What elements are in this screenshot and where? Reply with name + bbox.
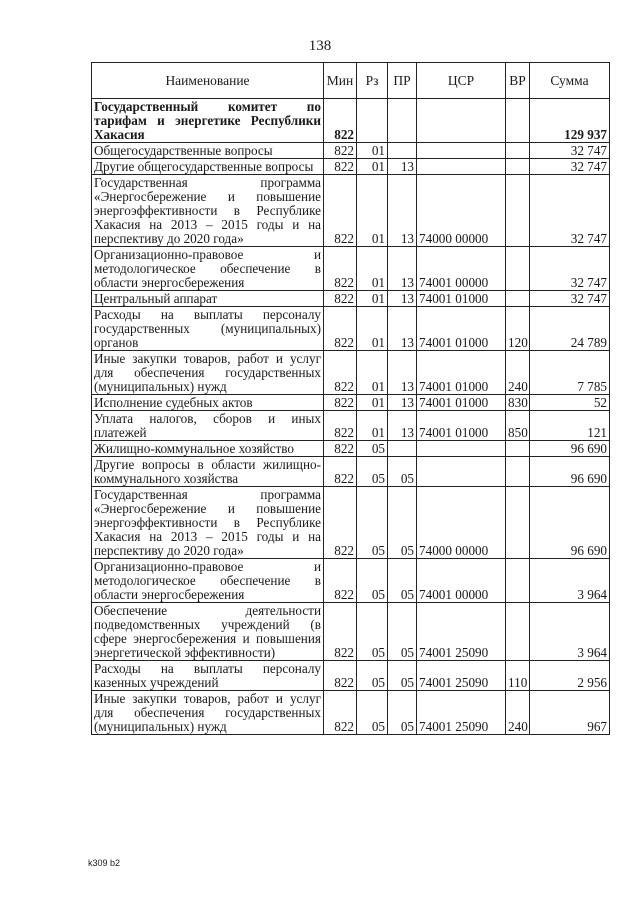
cell-csr xyxy=(417,143,506,159)
header-csr: ЦСР xyxy=(417,63,506,99)
cell-pr: 05 xyxy=(388,603,417,661)
cell-min: 822 xyxy=(324,247,357,291)
cell-csr: 74001 01000 xyxy=(417,351,506,395)
cell-rz: 01 xyxy=(357,395,388,411)
cell-min: 822 xyxy=(324,307,357,351)
cell-vr xyxy=(506,457,530,487)
cell-pr: 05 xyxy=(388,691,417,735)
header-rz: Рз xyxy=(357,63,388,99)
cell-pr: 13 xyxy=(388,175,417,247)
cell-name: Исполнение судебных актов xyxy=(92,395,324,411)
cell-rz: 05 xyxy=(357,559,388,603)
cell-name: Организационно-правовое и методологическое обеспечение в области энергосбережения xyxy=(92,559,324,603)
header-name: Наименование xyxy=(92,63,324,99)
cell-vr xyxy=(506,99,530,143)
cell-name: Жилищно-коммунальное хозяйство xyxy=(92,441,324,457)
cell-pr: 13 xyxy=(388,351,417,395)
cell-min: 822 xyxy=(324,395,357,411)
cell-sum: 3 964 xyxy=(530,603,610,661)
cell-vr xyxy=(506,159,530,175)
table-row xyxy=(92,661,610,691)
cell-sum: 96 690 xyxy=(530,457,610,487)
cell-min: 822 xyxy=(324,291,357,307)
cell-name: Иные закупки товаров, работ и услуг для обеспечения государственных (муниципальных) нужд xyxy=(92,691,324,735)
cell-min: 822 xyxy=(324,99,357,143)
cell-pr xyxy=(388,143,417,159)
cell-vr xyxy=(506,559,530,603)
cell-csr: 74000 00000 xyxy=(417,175,506,247)
table-row xyxy=(92,247,610,291)
table-row xyxy=(92,559,610,603)
cell-pr: 13 xyxy=(388,307,417,351)
cell-min: 822 xyxy=(324,487,357,559)
table-row xyxy=(92,143,610,159)
cell-name: Другие общегосударственные вопросы xyxy=(92,159,324,175)
cell-pr: 05 xyxy=(388,457,417,487)
cell-name: Расходы на выплаты персоналу государственных (муниципальных) органов xyxy=(92,307,324,351)
cell-csr: 74000 00000 xyxy=(417,487,506,559)
page-number: 138 xyxy=(308,38,332,54)
cell-rz: 05 xyxy=(357,661,388,691)
cell-sum: 32 747 xyxy=(530,143,610,159)
cell-sum: 967 xyxy=(530,691,610,735)
cell-vr: 240 xyxy=(506,351,530,395)
table-row xyxy=(92,175,610,247)
table-row xyxy=(92,307,610,351)
table-row xyxy=(92,99,610,143)
cell-min: 822 xyxy=(324,457,357,487)
cell-pr: 13 xyxy=(388,411,417,441)
cell-min: 822 xyxy=(324,159,357,175)
cell-sum: 129 937 xyxy=(530,99,610,143)
cell-sum: 32 747 xyxy=(530,247,610,291)
cell-sum: 32 747 xyxy=(530,291,610,307)
cell-rz: 05 xyxy=(357,603,388,661)
cell-csr: 74001 25090 xyxy=(417,603,506,661)
cell-sum: 121 xyxy=(530,411,610,441)
cell-min: 822 xyxy=(324,175,357,247)
cell-sum: 2 956 xyxy=(530,661,610,691)
cell-rz: 05 xyxy=(357,691,388,735)
cell-name: Иные закупки товаров, работ и услуг для обеспечения государственных (муниципальных) нужд xyxy=(92,351,324,395)
cell-min: 822 xyxy=(324,691,357,735)
table-row xyxy=(92,351,610,395)
table-row xyxy=(92,291,610,307)
table-row xyxy=(92,487,610,559)
cell-csr: 74001 01000 xyxy=(417,307,506,351)
table-row xyxy=(92,395,610,411)
cell-sum: 32 747 xyxy=(530,159,610,175)
cell-csr xyxy=(417,99,506,143)
cell-sum: 52 xyxy=(530,395,610,411)
cell-vr: 850 xyxy=(506,411,530,441)
cell-min: 822 xyxy=(324,441,357,457)
table-row xyxy=(92,411,610,441)
cell-csr xyxy=(417,457,506,487)
cell-name: Организационно-правовое и методологическое обеспечение в области энергосбережения xyxy=(92,247,324,291)
cell-pr: 05 xyxy=(388,661,417,691)
cell-vr: 110 xyxy=(506,661,530,691)
cell-sum: 96 690 xyxy=(530,487,610,559)
cell-rz: 01 xyxy=(357,291,388,307)
cell-sum: 96 690 xyxy=(530,441,610,457)
cell-csr xyxy=(417,159,506,175)
cell-vr: 830 xyxy=(506,395,530,411)
cell-csr: 74001 01000 xyxy=(417,291,506,307)
cell-sum: 7 785 xyxy=(530,351,610,395)
cell-csr: 74001 00000 xyxy=(417,559,506,603)
cell-min: 822 xyxy=(324,603,357,661)
header-pr: ПР xyxy=(388,63,417,99)
cell-vr xyxy=(506,603,530,661)
cell-name: Уплата налогов, сборов и иных платежей xyxy=(92,411,324,441)
cell-pr: 05 xyxy=(388,559,417,603)
cell-name: Расходы на выплаты персоналу казенных учреждений xyxy=(92,661,324,691)
cell-min: 822 xyxy=(324,351,357,395)
cell-pr: 05 xyxy=(388,487,417,559)
cell-min: 822 xyxy=(324,143,357,159)
cell-rz: 05 xyxy=(357,487,388,559)
cell-rz: 01 xyxy=(357,411,388,441)
table-row xyxy=(92,159,610,175)
cell-csr: 74001 00000 xyxy=(417,247,506,291)
cell-csr: 74001 25090 xyxy=(417,661,506,691)
table-header-row xyxy=(92,63,610,99)
cell-name: Общегосударственные вопросы xyxy=(92,143,324,159)
cell-vr xyxy=(506,291,530,307)
cell-rz: 01 xyxy=(357,175,388,247)
cell-vr: 120 xyxy=(506,307,530,351)
cell-vr xyxy=(506,143,530,159)
cell-csr xyxy=(417,441,506,457)
cell-min: 822 xyxy=(324,559,357,603)
cell-vr: 240 xyxy=(506,691,530,735)
cell-name: Государственная программа «Энергосбережение и повышение энергоэффективности в Республике Хакасия на 2013 – 2015 годы и на перспективу до 2020 года» xyxy=(92,175,324,247)
cell-csr: 74001 01000 xyxy=(417,411,506,441)
header-vr: ВР xyxy=(506,63,530,99)
cell-vr xyxy=(506,175,530,247)
cell-rz xyxy=(357,99,388,143)
header-min: Мин xyxy=(324,63,357,99)
cell-sum: 24 789 xyxy=(530,307,610,351)
cell-csr: 74001 01000 xyxy=(417,395,506,411)
cell-rz: 01 xyxy=(357,247,388,291)
header-sum: Сумма xyxy=(530,63,610,99)
table-row xyxy=(92,691,610,735)
cell-rz: 01 xyxy=(357,307,388,351)
cell-name: Обеспечение деятельности подведомственных учреждений (в сфере энергосбережения и повышения энергетической эффективности) xyxy=(92,603,324,661)
budget-table xyxy=(91,62,610,735)
cell-rz: 01 xyxy=(357,351,388,395)
cell-pr: 13 xyxy=(388,247,417,291)
cell-pr xyxy=(388,441,417,457)
cell-pr: 13 xyxy=(388,395,417,411)
footer-code: k309 b2 xyxy=(88,858,121,868)
cell-vr xyxy=(506,247,530,291)
cell-rz: 01 xyxy=(357,159,388,175)
cell-name: Государственная программа «Энергосбережение и повышение энергоэффективности в Республике Хакасия на 2013 – 2015 годы и на перспективу до 2020 года» xyxy=(92,487,324,559)
cell-vr xyxy=(506,441,530,457)
cell-name: Государственный комитет по тарифам и энергетике Республики Хакасия xyxy=(92,99,324,143)
cell-min: 822 xyxy=(324,661,357,691)
table-row xyxy=(92,603,610,661)
cell-sum: 32 747 xyxy=(530,175,610,247)
cell-name: Центральный аппарат xyxy=(92,291,324,307)
cell-rz: 05 xyxy=(357,457,388,487)
table-row xyxy=(92,441,610,457)
cell-csr: 74001 25090 xyxy=(417,691,506,735)
cell-vr xyxy=(506,487,530,559)
table-row xyxy=(92,457,610,487)
cell-pr: 13 xyxy=(388,159,417,175)
cell-rz: 01 xyxy=(357,143,388,159)
cell-min: 822 xyxy=(324,411,357,441)
cell-pr xyxy=(388,99,417,143)
cell-rz: 05 xyxy=(357,441,388,457)
cell-name: Другие вопросы в области жилищно-коммунального хозяйства xyxy=(92,457,324,487)
cell-sum: 3 964 xyxy=(530,559,610,603)
cell-pr: 13 xyxy=(388,291,417,307)
